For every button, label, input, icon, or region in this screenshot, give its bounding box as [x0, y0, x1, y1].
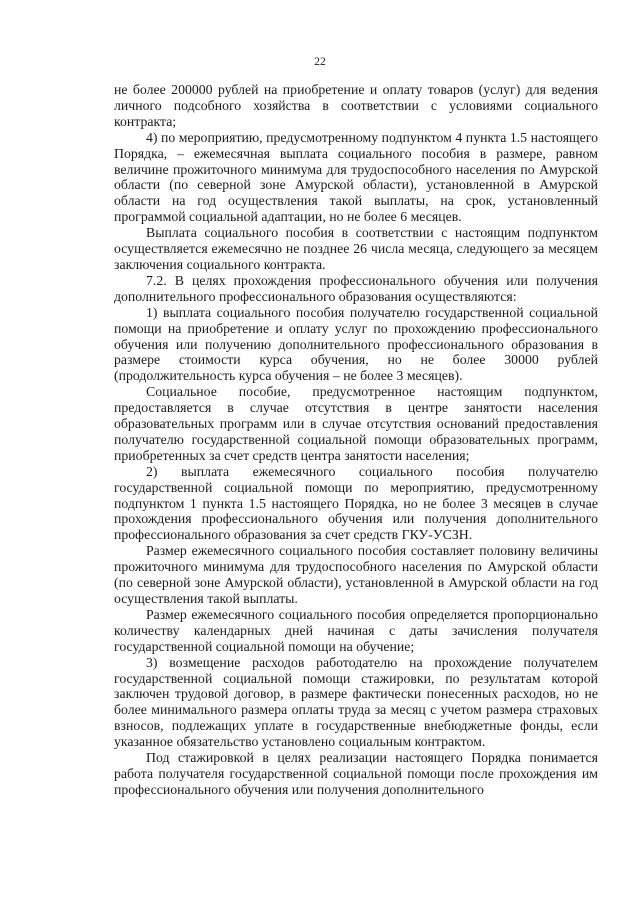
page-number: 22 — [314, 56, 326, 68]
paragraph-subitem-3: 3) возмещение расходов работодателю на прохождение получателем государственной социальной помощи стажировки, по результатам которой заключен трудовой договор, в размере фактически понесенных расходов, но не более минимального размера оплаты труда за месяц с учетом размера страховых взносов, подлежащих уплате в государственные внебюджетные фонды, если указанное обязательство установлено социальным контрактом. — [114, 654, 598, 750]
paragraph-section-7-2: 7.2. В целях прохождения профессионального обучения или получения дополнительного профессионального образования осуществляются: — [114, 272, 598, 304]
paragraph-monthly-amount: Размер ежемесячного социального пособия составляет половину величины прожиточного минимума для трудоспособного населения по Амурской области (по северной зоне Амурской области), установленной в Амурской области на год осуществления такой выплаты. — [114, 543, 598, 606]
paragraph-subitem-1: 1) выплата социального пособия получателю государственной социальной помощи на приобретение и оплату услуг по прохождению профессионального обучения или получению дополнительного профессионального образования в размере стоимости курса обучения, но не более 30000 рублей (продолжительность курса обучения – не более 3 месяцев). — [114, 304, 598, 384]
paragraph-payment-terms: Выплата социального пособия в соответствии с настоящим подпунктом осуществляется ежемесячно не позднее 26 числа месяца, следующего за месяцем заключения социального контракта. — [114, 225, 598, 272]
paragraph-amount-proportional: Размер ежемесячного социального пособия определяется пропорционально количеству календарных дней начиная с даты зачисления получателя государственной социальной помощи на обучение; — [114, 606, 598, 654]
paragraph-subitem-4: 4) по мероприятию, предусмотренному подпунктом 4 пункта 1.5 настоящего Порядка, – ежемесячная выплата социального пособия в размере, равном величине прожиточного минимума для трудоспособного населения по Амурской области (по северной зоне Амурской области), установленной в Амурской области на год осуществления такой выплаты, на срок, установленный программой социальной адаптации, но не более 6 месяцев. — [114, 129, 598, 225]
paragraph-continuation: не более 200000 рублей на приобретение и оплату товаров (услуг) для ведения личного подсобного хозяйства в соответствии с условиями социального контракта; — [114, 82, 598, 129]
paragraph-social-benefit: Социальное пособие, предусмотренное настоящим подпунктом, предоставляется в случае отсутствия в центре занятости населения образовательных программ или в случае отсутствия оснований предоставления получателю государственной социальной помощи образовательных программ, приобретенных за счет средств центра занятости населения; — [114, 384, 598, 463]
paragraph-subitem-2: 2) выплата ежемесячного социального пособия получателю государственной социальной помощи по мероприятию, предусмотренному подпунктом 1 пункта 1.5 настоящего Порядка, но не более 3 месяцев в случае прохождения профессионального обучения или получения дополнительного профессионального образования за счет средств ГКУ-УСЗН. — [114, 463, 598, 543]
document-body — [114, 82, 598, 798]
paragraph-internship-definition: Под стажировкой в целях реализации настоящего Порядка понимается работа получателя государственной социальной помощи после прохождения им профессионального обучения или получения дополнительного — [114, 750, 598, 797]
